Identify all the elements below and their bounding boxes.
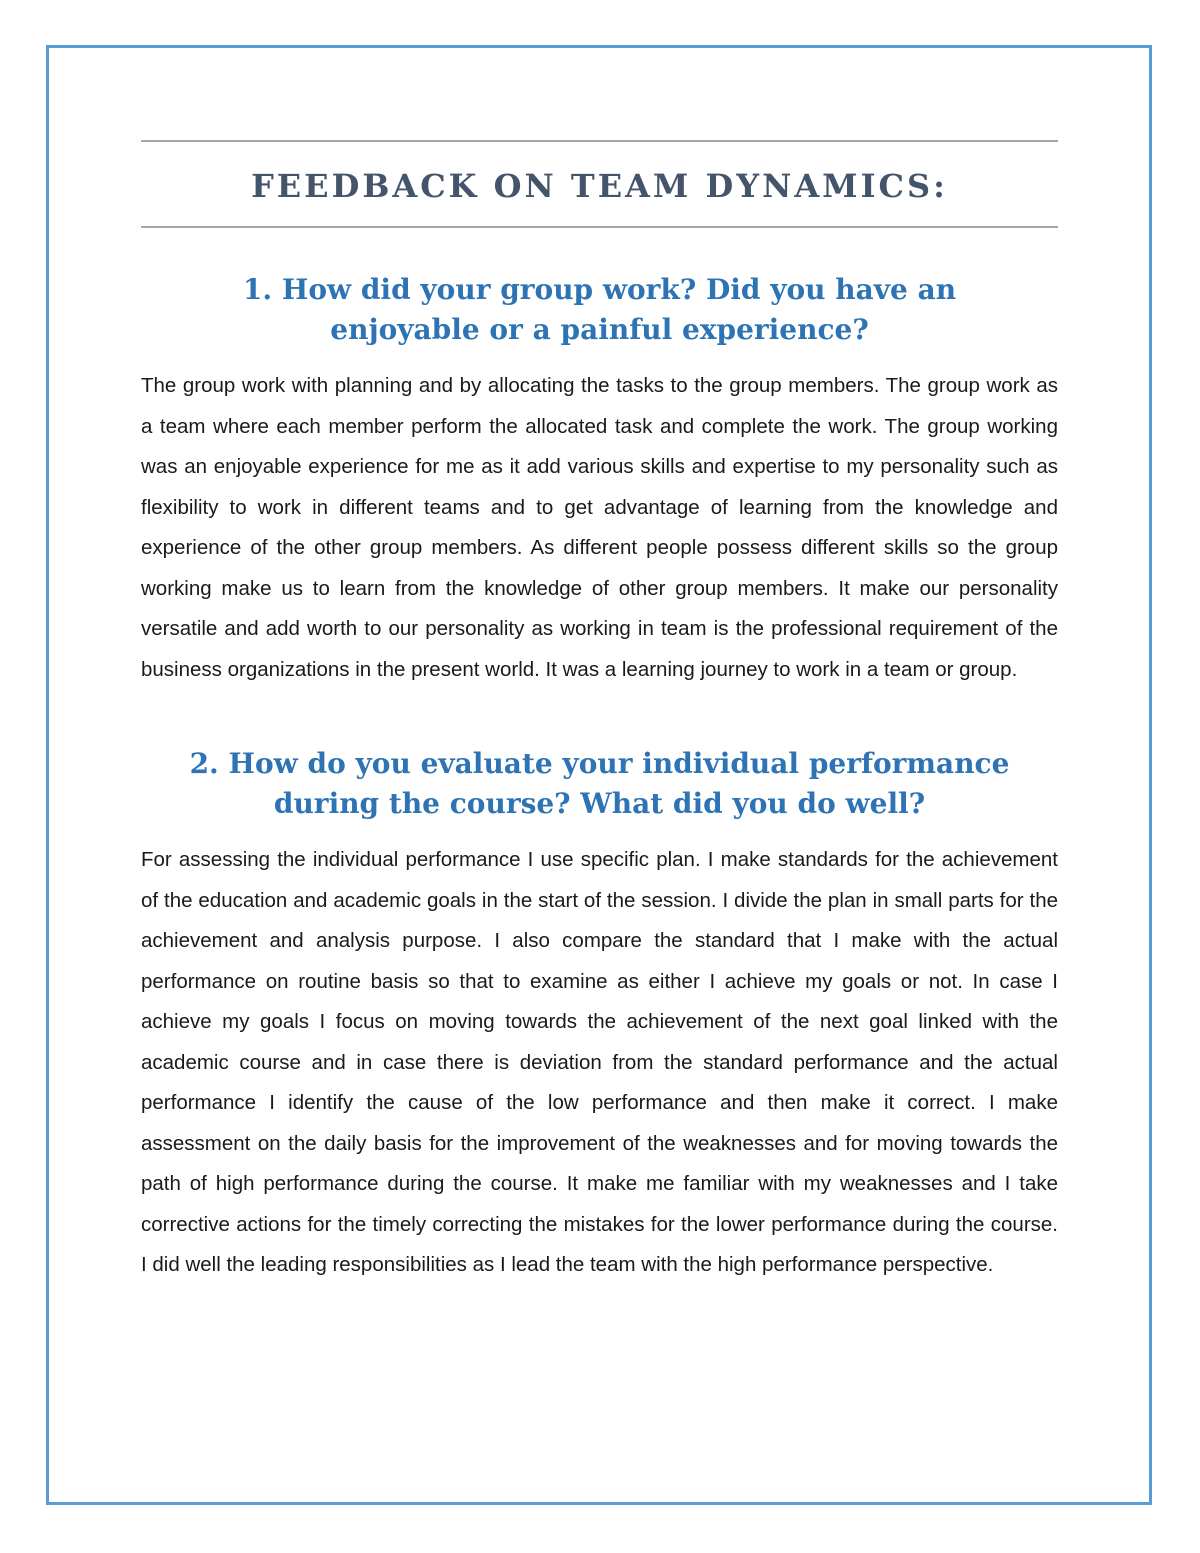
document-content xyxy=(141,140,1058,1286)
section-group-work xyxy=(141,270,1058,690)
page-title: FEEDBACK ON TEAM DYNAMICS: xyxy=(251,167,948,205)
section-individual-performance xyxy=(141,744,1058,1286)
heading-line: 1. How did your group work? Did you have an xyxy=(242,273,957,306)
heading-line: during the course? What did you do well? xyxy=(273,787,926,820)
title-bottom-rule xyxy=(141,226,1058,228)
heading-line: 2. How do you evaluate your individual performance xyxy=(189,747,1010,780)
section-body: For assessing the individual performance I use specific plan. I make standards for the achievement of the education and academic goals in the start of the session. I divide the plan in small parts for the achievement and analysis purpose. I also compare the standard that I make with the actual performance on routine basis so that to examine as either I achieve my goals or not. In case I achieve my goals I focus on moving towards the achievement of the next goal linked with the academic course and in case there is deviation from the standard performance and the actual performance I identify the cause of the low performance and then make it correct. I make assessment on the daily basis for the improvement of the weaknesses and for moving towards the path of high performance during the course. It make me familiar with my weaknesses and I take corrective actions for the timely correcting the mistakes for the lower performance during the course. I did well the leading responsibilities as I lead the team with the high performance perspective. xyxy=(141,848,1058,1276)
section-heading xyxy=(141,744,1058,824)
section-heading xyxy=(141,270,1058,350)
section-body: The group work with planning and by allocating the tasks to the group members. The group work as a team where each member perform the allocated task and complete the work. The group working was an enjoyable experience for me as it add various skills and expertise to my personality such as flexibility to work in different teams and to get advantage of learning from the knowledge and experience of the other group members. As different people possess different skills so the group working make us to learn from the knowledge of other group members. It make our personality versatile and add worth to our personality as working in team is the professional requirement of the business organizations in the present world. It was a learning journey to work in a team or group. xyxy=(141,374,1058,681)
heading-line: enjoyable or a painful experience? xyxy=(330,313,869,346)
title-top-rule xyxy=(141,140,1058,142)
